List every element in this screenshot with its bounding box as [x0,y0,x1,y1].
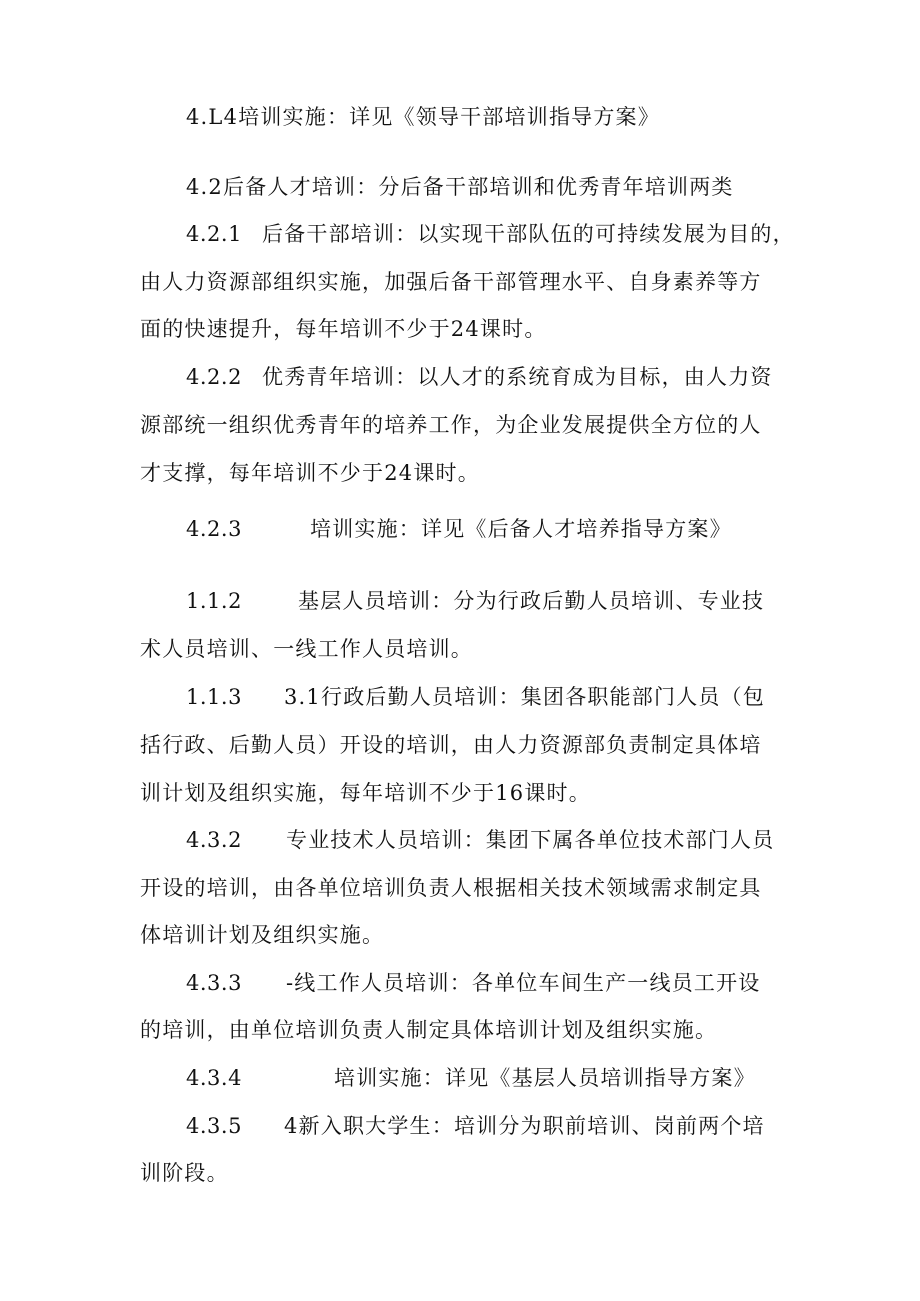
section-number: 4.3.2 [186,828,242,852]
section-number: 1.1.2 [186,589,242,613]
paragraph-line: 基层人员培训：分为行政后勤人员培训、专业技 [298,589,765,613]
paragraph-line: 术人员培训、一线工作人员培训。 [140,637,473,661]
paragraph-line: 体培训计划及组织实施。 [140,923,385,947]
paragraph-line: 开设的培训，由各单位培训负责人根据相关技术领域需求制定具 [140,876,762,900]
paragraph-line: 4.L4培训实施：详见《领导干部培训指导方案》 [186,105,660,129]
paragraph-line: 后备干部培训：以实现干部队伍的可持续发展为目的， [262,222,795,246]
paragraph-line: 4.2后备人才培训：分后备干部培训和优秀青年培训两类 [186,175,734,199]
paragraph-line: 优秀青年培训：以人才的系统育成为目标，由人力资 [262,365,773,389]
paragraph-line: 培训实施：详见《基层人员培训指导方案》 [334,1066,756,1090]
paragraph-line: 4新入职大学生：培训分为职前培训、岗前两个培 [284,1114,765,1138]
paragraph-line: 才支撑，每年培训不少于24课时。 [140,461,480,485]
paragraph-line: 括行政、后勤人员）开设的培训，由人力资源部负责制定具体培 [140,733,762,757]
paragraph-line: 专业技术人员培训：集团下属各单位技术部门人员 [286,828,775,852]
section-number: 4.3.3 [186,971,242,995]
section-number: 4.3.5 [186,1114,242,1138]
section-number: 4.2.2 [186,365,242,389]
paragraph-line: 源部统一组织优秀青年的培养工作，为企业发展提供全方位的人 [140,413,762,437]
paragraph-line: 3.1行政后勤人员培训：集团各职能部门人员（包 [284,685,765,709]
paragraph-line: 训阶段。 [140,1161,229,1185]
section-number: 4.3.4 [186,1066,242,1090]
paragraph-line: 由人力资源部组织实施，加强后备干部管理水平、自身素养等方 [140,270,762,294]
paragraph-line: -线工作人员培训：各单位车间生产一线员工开设 [286,971,761,995]
paragraph-line: 的培训，由单位培训负责人制定具体培训计划及组织实施。 [140,1018,718,1042]
paragraph-line: 培训实施：详见《后备人才培养指导方案》 [310,517,732,541]
paragraph-line: 面的快速提升，每年培训不少于24课时。 [140,317,547,341]
section-number: 1.1.3 [186,685,242,709]
section-number: 4.2.1 [186,222,242,246]
paragraph-line: 训计划及组织实施，每年培训不少于16课时。 [140,781,591,805]
section-number: 4.2.3 [186,517,242,541]
